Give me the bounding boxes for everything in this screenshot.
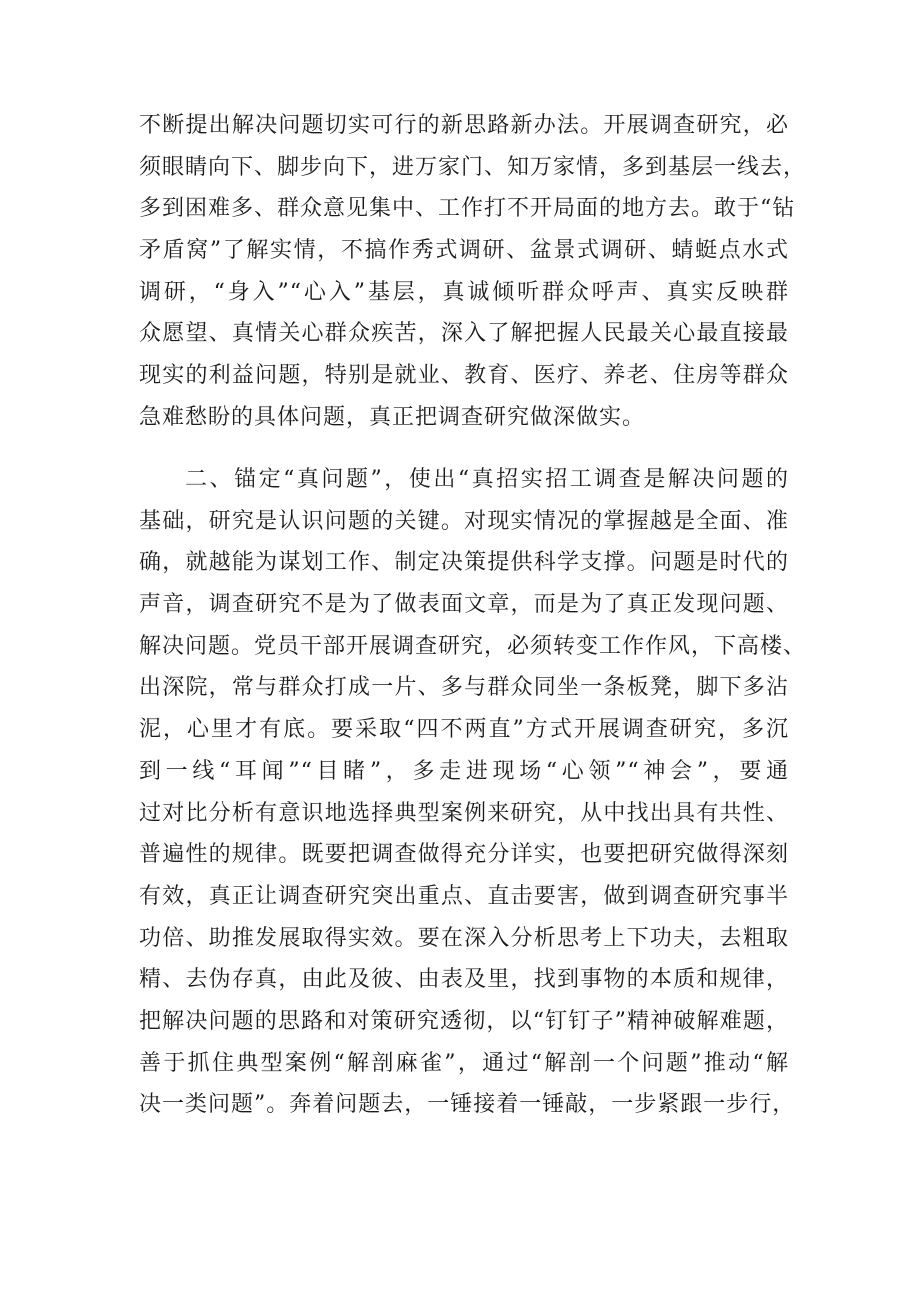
paragraph-1 [139,105,807,439]
text-line: 多到困难多、群众意见集中、工作打不开局面的地方去。敢于“钻 [139,196,796,222]
text-line: 把解决问题的思路和对策研究透彻，以“钉钉子”精神破解难题， [139,1008,789,1034]
text-line: 确，就越能为谋划工作、制定决策提供科学支撑。问题是时代的 [139,550,789,576]
text-line: 过对比分析有意识地选择典型案例来研究，从中找出具有共性、 [139,800,789,826]
text-line: 不断提出解决问题切实可行的新思路新办法。开展调查研究，必 [139,113,789,138]
text-line: 出深院，常与群众打成一片、多与群众同坐一条板凳，脚下多沾 [139,675,789,701]
text-line: 现实的利益问题，特别是就业、教育、医疗、养老、住房等群众 [139,363,789,389]
text-line: 急难愁盼的具体问题，真正把调查研究做深做实。 [139,404,646,430]
text-line: 决一类问题”。奔着问题去，一锤接着一锤敲，一步紧跟一步行， [139,1092,796,1118]
text-line: 功倍、助推发展取得实效。要在深入分析思考上下功夫，去粗取 [139,925,789,951]
section-heading-line: 二、锚定“真问题”，使出“真招实招工调查是解决问题的 [185,467,789,492]
paragraph-2 [139,459,807,1126]
text-line: 到一线“耳闻”“目睹”，多走进现场“心领”“神会”，要通 [139,758,789,784]
text-line: 调研，“身入”“心入”基层，真诚倾听群众呼声、真实反映群 [139,279,789,305]
text-line: 普遍性的规律。既要把调查做得充分详实，也要把研究做得深刻 [139,842,789,868]
text-line: 矛盾窝”了解实情，不搞作秀式调研、盆景式调研、蜻蜓点水式 [139,238,789,264]
text-line: 泥，心里才有底。要采取“四不两直”方式开展调查研究，多沉 [139,717,789,743]
text-line: 须眼睛向下、脚步向下，进万家门、知万家情，多到基层一线去， [139,154,807,180]
text-line: 精、去伪存真，由此及彼、由表及里，找到事物的本质和规律， [139,967,789,993]
text-line: 基础，研究是认识问题的关键。对现实情况的掌握越是全面、准 [139,508,789,534]
text-line: 众愿望、真情关心群众疾苦，深入了解把握人民最关心最直接最 [139,321,789,347]
text-line: 有效，真正让调查研究突出重点、直击要害，做到调查研究事半 [139,883,789,909]
text-line: 声音，调查研究不是为了做表面文章，而是为了真正发现问题、 [139,592,789,618]
text-line: 善于抓住典型案例“解剖麻雀”，通过“解剖一个问题”推动“解 [139,1050,789,1076]
text-line: 解决问题。党员干部开展调查研究，必须转变工作作风，下高楼、 [139,633,807,659]
